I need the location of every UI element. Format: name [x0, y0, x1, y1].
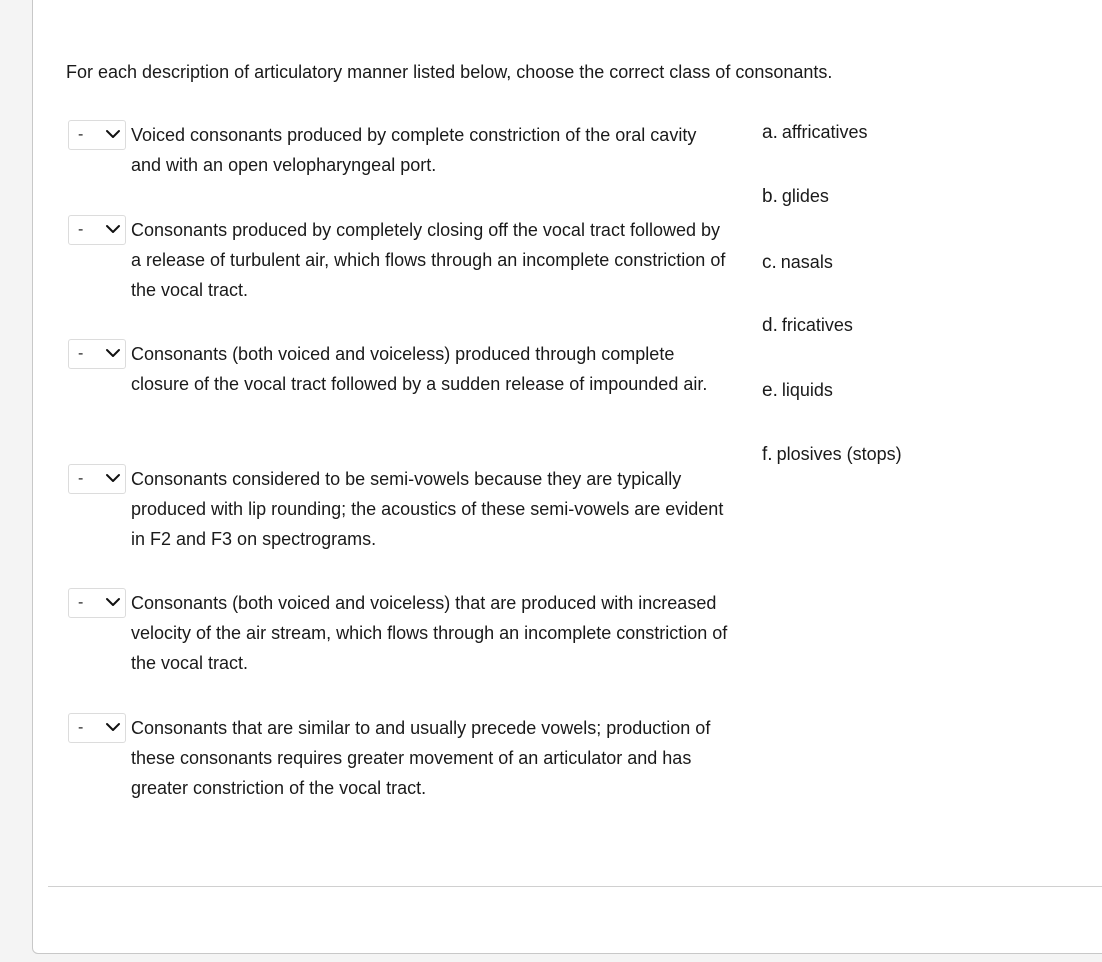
option-letter: c. [762, 252, 777, 273]
dropdown-value: - [78, 719, 84, 736]
item-description: Voiced consonants produced by complete constriction of the oral cavity and with an open velopharyngeal port. [131, 125, 697, 175]
dropdown-value: - [78, 594, 84, 611]
answer-dropdown[interactable] [68, 120, 126, 150]
instruction-text: For each description of articulatory manner listed below, choose the correct class of consonants. [66, 62, 833, 82]
chevron-down-icon [105, 345, 121, 361]
answer-option [762, 252, 833, 274]
item-description: Consonants (both voiced and voiceless) that are produced with increased velocity of the air stream, which flows through an incomplete constriction of the vocal tract. [131, 593, 728, 673]
option-letter: d. [762, 315, 778, 336]
chevron-down-icon [105, 594, 121, 610]
answer-dropdown[interactable] [68, 464, 126, 494]
option-label: plosives (stops) [776, 444, 902, 464]
dropdown-value: - [78, 126, 84, 143]
item-description: Consonants that are similar to and usually precede vowels; production of these consonants requires greater movement of an articulator and has greater constriction of the vocal tract. [131, 718, 711, 798]
option-letter: b. [762, 186, 778, 207]
option-letter: a. [762, 122, 778, 143]
answer-dropdown[interactable] [68, 713, 126, 743]
option-label: liquids [781, 380, 833, 400]
dropdown-value: - [78, 221, 84, 238]
option-label: glides [781, 186, 829, 206]
option-letter: e. [762, 380, 778, 401]
item-description: Consonants considered to be semi-vowels because they are typically produced with lip rounding; the acoustics of these semi-vowels are evident in F2 and F3 on spectrograms. [131, 469, 724, 549]
answer-option [762, 122, 868, 144]
option-label: fricatives [781, 315, 853, 335]
answer-option [762, 315, 853, 337]
chevron-down-icon [105, 221, 121, 237]
option-label: affricatives [781, 122, 868, 142]
chevron-down-icon [105, 126, 121, 142]
answer-dropdown[interactable] [68, 588, 126, 618]
answer-option [762, 186, 829, 208]
item-description: Consonants produced by completely closing off the vocal tract followed by a release of turbulent air, which flows through an incomplete constriction of the vocal tract. [131, 220, 726, 300]
option-label: nasals [780, 252, 833, 272]
section-divider [48, 886, 1102, 887]
dropdown-value: - [78, 345, 84, 362]
dropdown-value: - [78, 470, 84, 487]
chevron-down-icon [105, 719, 121, 735]
answer-dropdown[interactable] [68, 339, 126, 369]
option-letter: f. [762, 444, 773, 465]
answer-option [762, 380, 833, 402]
answer-option [762, 444, 902, 466]
answer-dropdown[interactable] [68, 215, 126, 245]
chevron-down-icon [105, 470, 121, 486]
item-description: Consonants (both voiced and voiceless) produced through complete closure of the vocal tract followed by a sudden release of impounded air. [131, 344, 708, 394]
